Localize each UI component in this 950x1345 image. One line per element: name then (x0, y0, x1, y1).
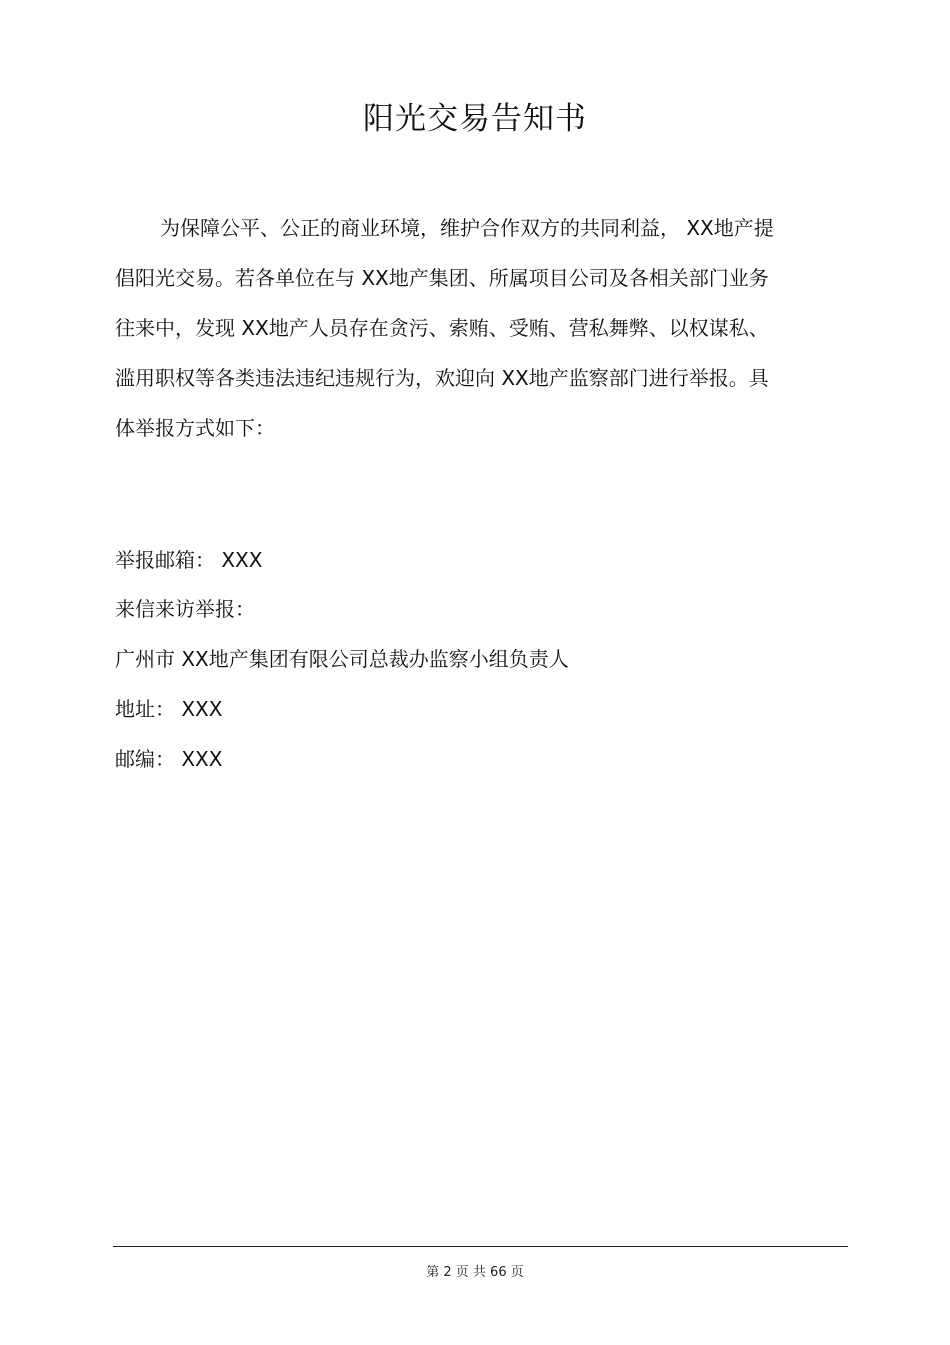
letter-visit-label: 来信来访举报： (115, 597, 255, 621)
paragraph-line-1: 为保障公平、公正的商业环境，维护合作双方的共同利益， XX地产提 (160, 216, 774, 240)
postcode: 邮编： XXX (115, 747, 223, 771)
address: 地址： XXX (115, 697, 223, 721)
page-number: 第 2 页 共 66 页 (426, 1265, 524, 1280)
paragraph-line-3: 往来中，发现 XX地产人员存在贪污、索贿、受贿、营私舞弊、以权谋私、 (115, 316, 769, 340)
paragraph-line-2: 倡阳光交易。若各单位在与 XX地产集团、所属项目公司及各相关部门业务 (115, 266, 769, 290)
footer-divider (113, 1246, 848, 1247)
document-title: 阳光交易告知书 (363, 101, 587, 137)
report-email: 举报邮箱： XXX (115, 548, 263, 572)
recipient: 广州市 XX地产集团有限公司总裁办监察小组负责人 (115, 647, 569, 671)
paragraph-line-4: 滥用职权等各类违法违纪违规行为，欢迎向 XX地产监察部门进行举报。具 (115, 366, 769, 390)
paragraph-line-5: 体举报方式如下： (115, 416, 275, 440)
